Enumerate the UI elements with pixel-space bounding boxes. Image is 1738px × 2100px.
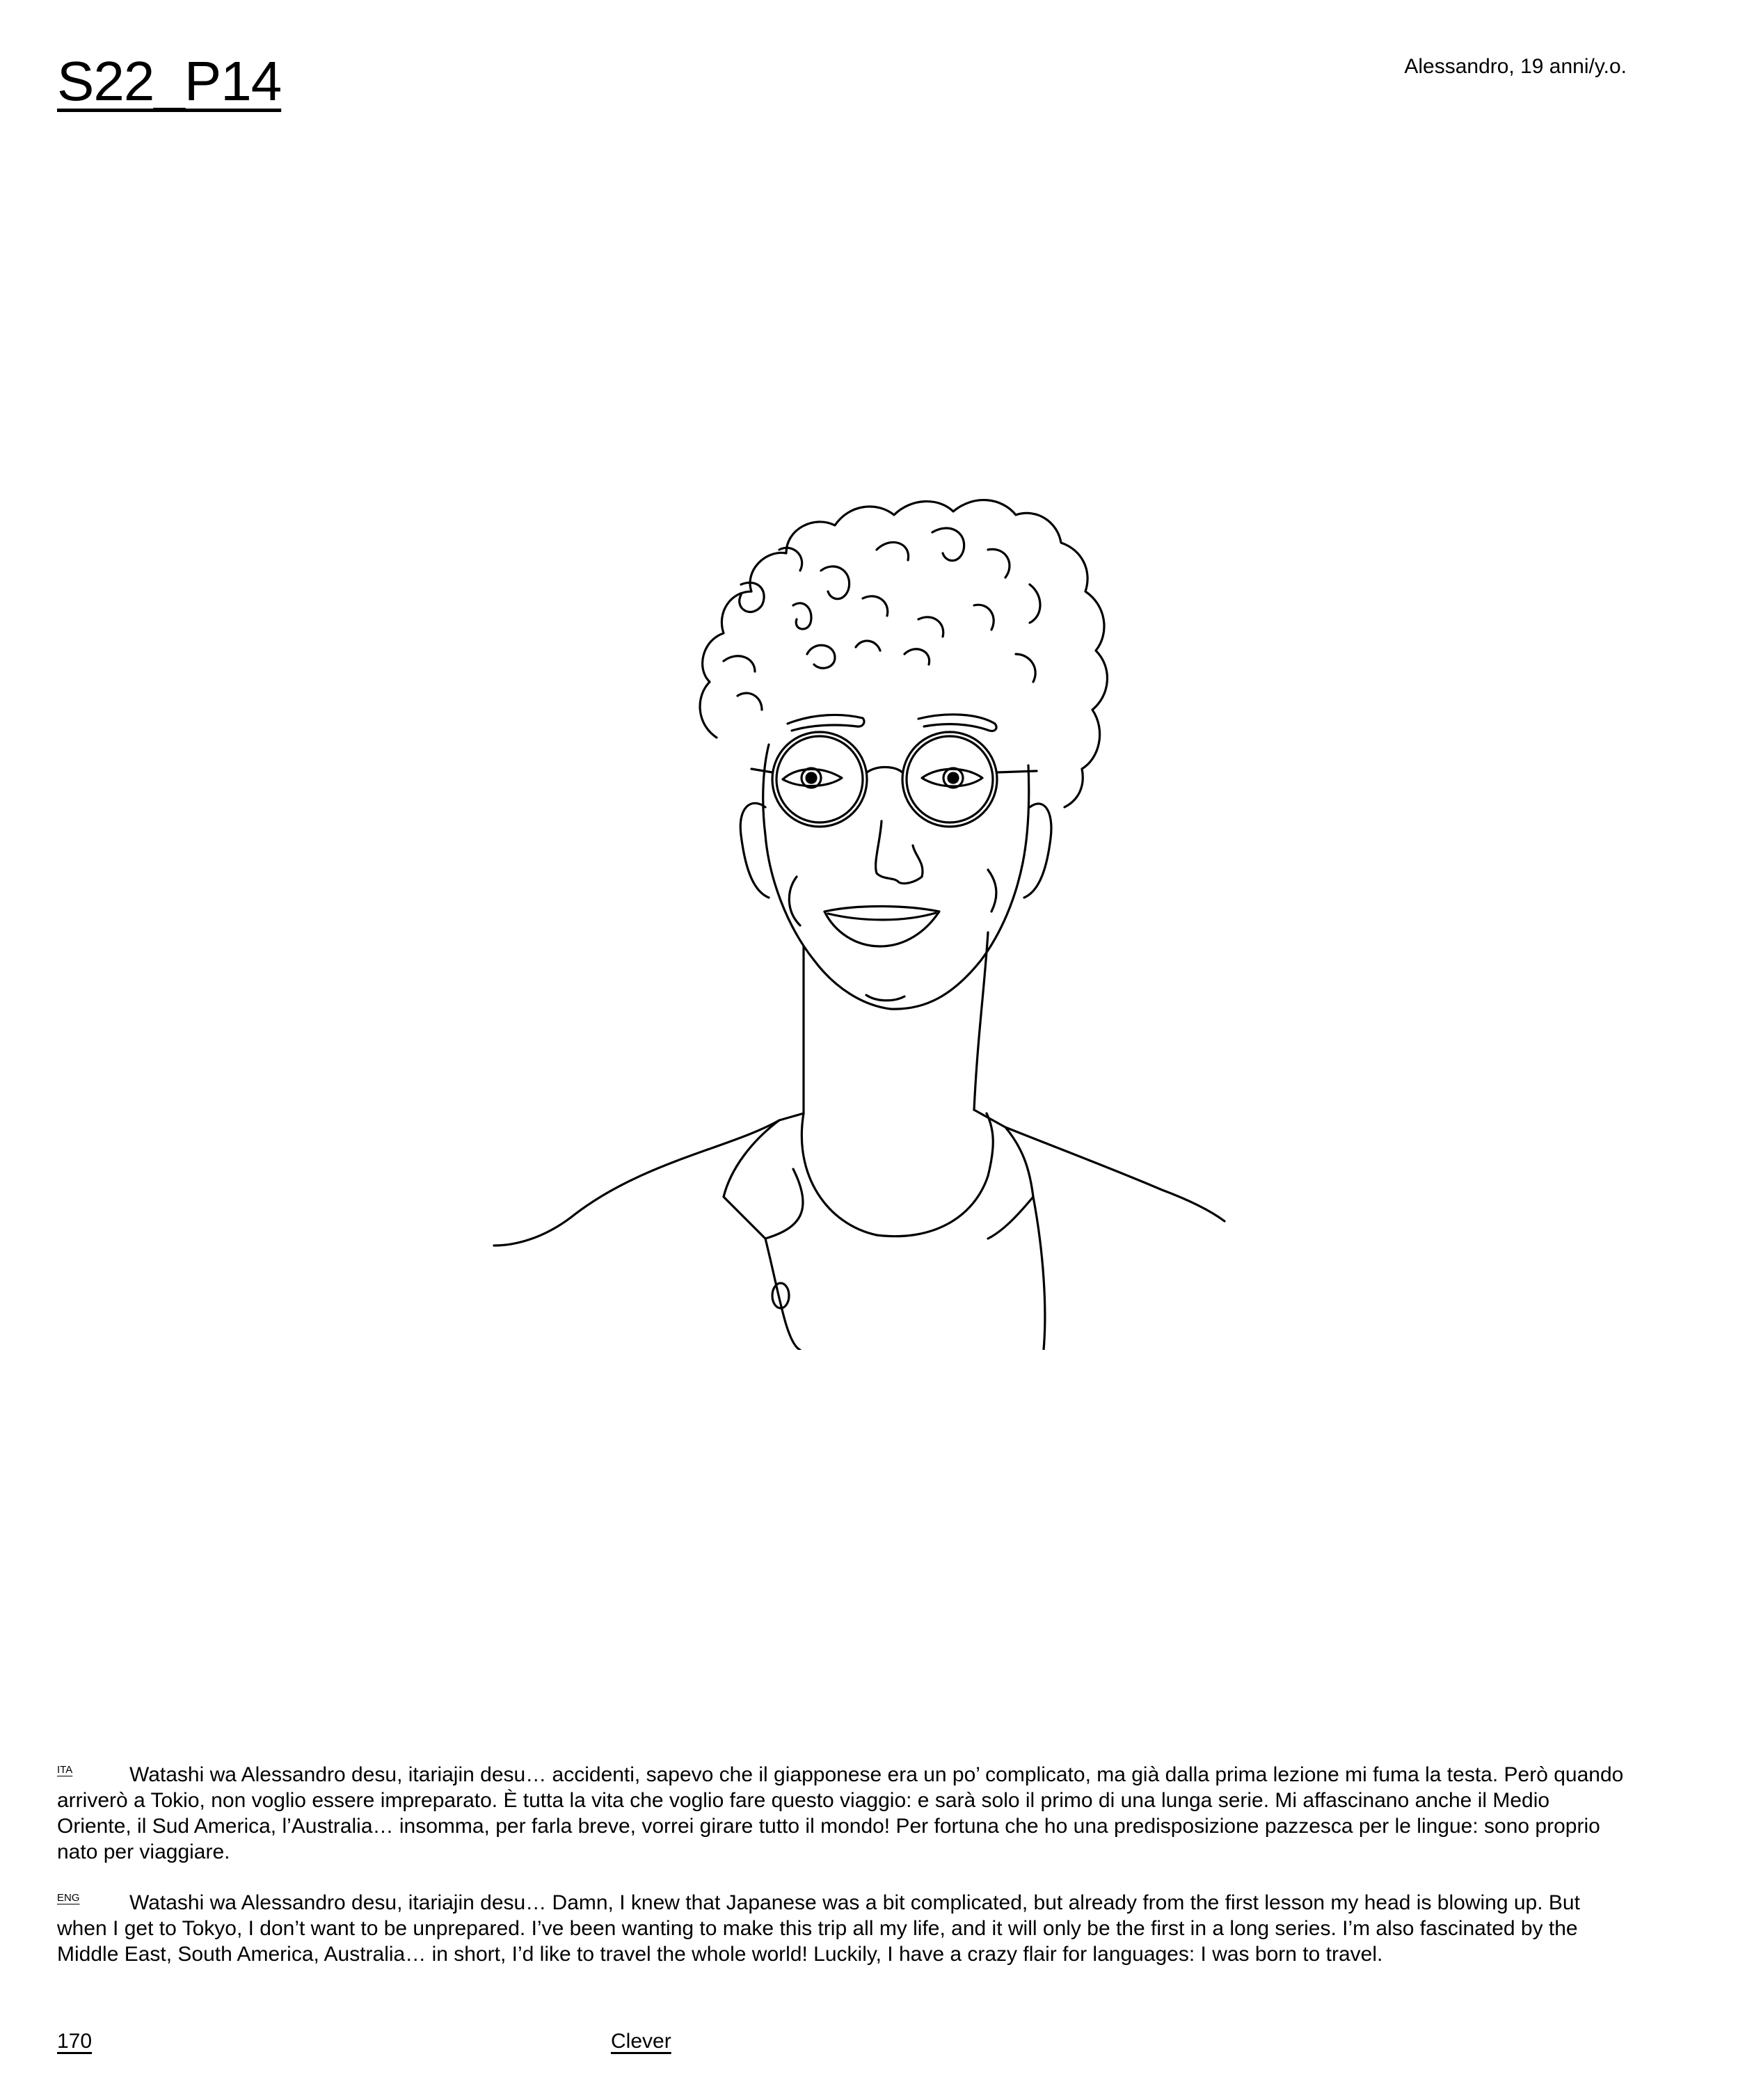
nose — [876, 821, 923, 884]
shirt-collar — [802, 1113, 993, 1236]
subject-caption: Alessandro, 19 anni/y.o. — [1404, 55, 1627, 78]
shirt-placket — [765, 1239, 800, 1350]
section-label: Clever — [611, 2030, 671, 2053]
language-tag-ita: ITA — [57, 1764, 73, 1776]
left-eyebrow — [788, 715, 864, 731]
glasses-bridge — [867, 767, 902, 773]
page-number: 170 — [57, 2030, 93, 2053]
italian-text: Watashi wa Alessandro desu, itariajin desu… accidenti, sapevo che il giapponese era un po’ complicato, ma già dalla prima lezione mi fuma la testa. Però quando arriverò a Tokio, non voglio essere impreparato. È tutta la vita che voglio fare questo viaggio: e sarà solo il primo di una lunga serie. Mi affascinano anche il Medio Oriente, il Sud America, l’Australia… insomma, per farla breve, vorrei girare tutto il mondo! Per fortuna che ho una predisposizione pazzesca per le lingue: sono proprio nato per viaggiare. — [57, 1763, 1624, 1863]
english-text: Watashi wa Alessandro desu, itariajin desu… Damn, I knew that Japanese was a bit complicated, but already from the first lesson my head is blowing up. But when I get to Tokyo, I don’t want to be unprepared. I’ve been wanting to make this trip all my life, and it will only be the first in a long series. I’m also fascinated by the Middle East, South America, Australia… in short, I’d like to travel the whole world! Luckily, I have a crazy flair for languages: I was born to travel. — [57, 1891, 1580, 1966]
english-paragraph — [57, 1890, 1627, 1967]
page-code: S22_P14 — [57, 50, 282, 112]
right-eyebrow — [918, 715, 996, 731]
portrait-illustration — [487, 445, 1252, 1350]
italian-paragraph — [57, 1762, 1627, 1865]
mouth — [824, 907, 939, 947]
left-lens — [772, 732, 867, 827]
language-tag-eng: ENG — [57, 1892, 80, 1904]
